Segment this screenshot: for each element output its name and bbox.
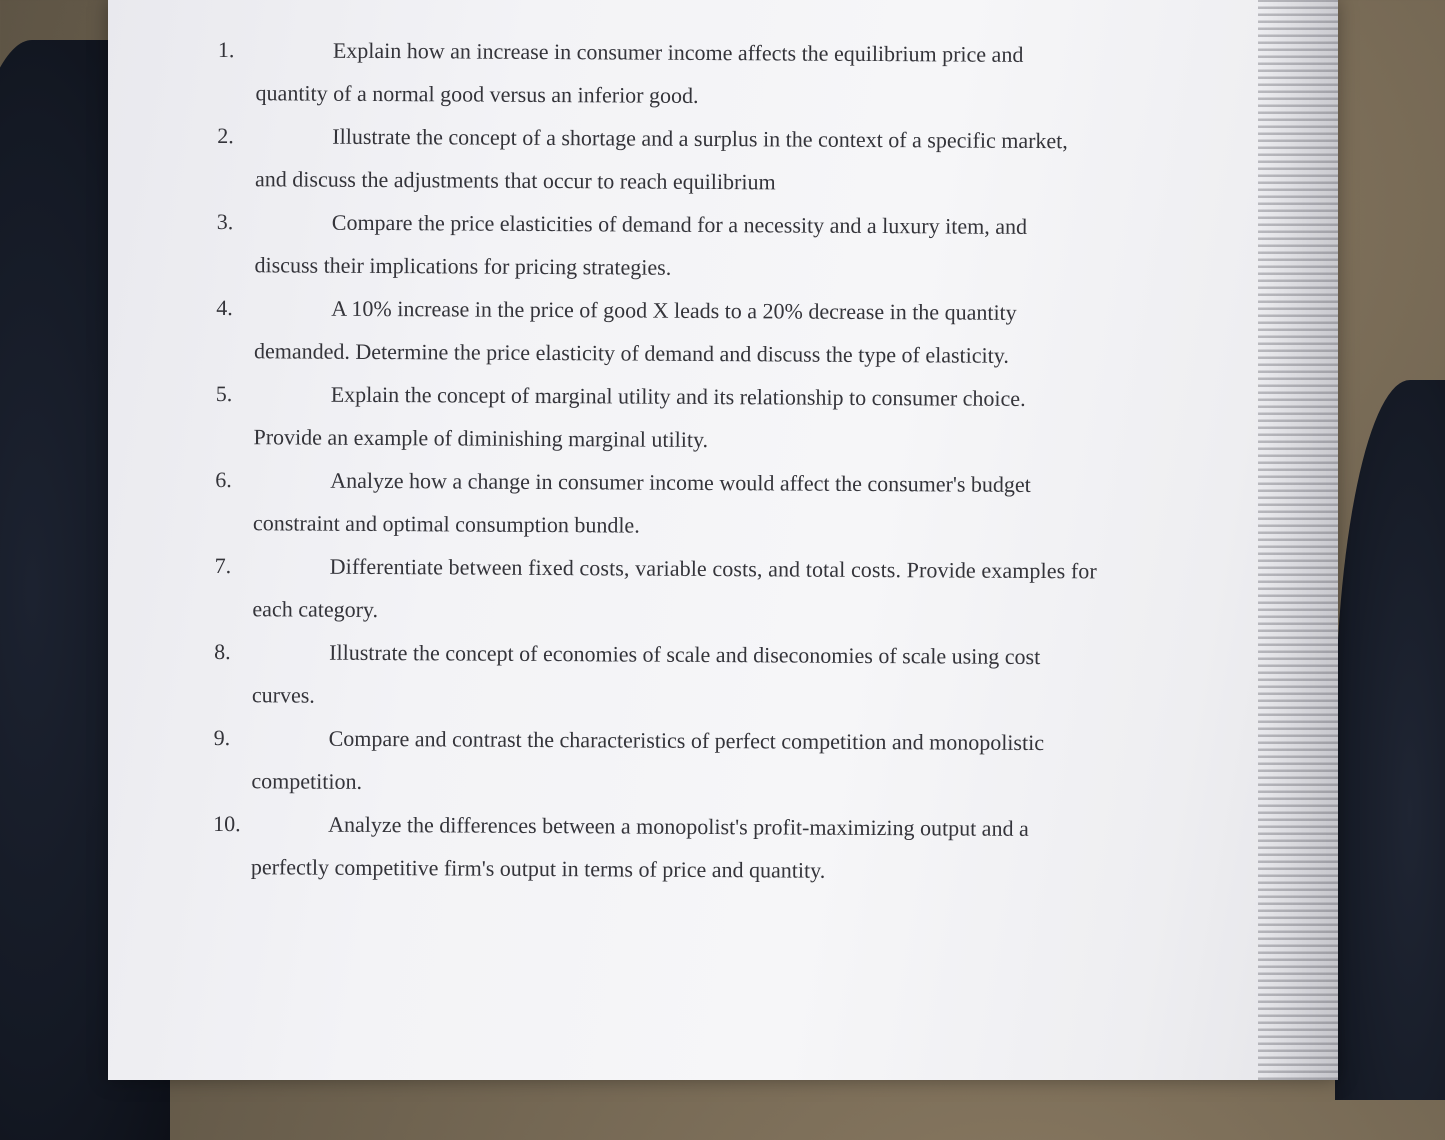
question-text-line2: perfectly competitive firm's output in terms of price and quantity.	[250, 854, 826, 883]
question-text-line1: Explain the concept of marginal utility and its relationship to consumer choice.	[330, 381, 1026, 411]
question-text-line1: Explain how an increase in consumer income affects the equilibrium price and	[332, 37, 1024, 67]
question-number: 8.	[214, 638, 231, 665]
question-text-line1: Illustrate the concept of economies of scale and diseconomies of scale using cost	[329, 639, 1041, 670]
question-item	[215, 458, 1196, 550]
question-text-line2: curves.	[251, 682, 315, 708]
question-text-line2: constraint and optimal consumption bundle.	[252, 510, 640, 538]
question-number: 9.	[213, 724, 231, 751]
question-item	[216, 200, 1197, 292]
question-text-line1: A 10% increase in the price of good X leads to a 20% decrease in the quantity	[331, 295, 1017, 325]
question-text-line2: quantity of a normal good versus an inferior good.	[255, 80, 699, 108]
question-text-line1: Differentiate between fixed costs, variable costs, and total costs. Provide examples for	[329, 553, 1097, 584]
question-number: 1.	[217, 36, 235, 63]
question-item	[214, 630, 1195, 722]
question-item	[217, 114, 1198, 206]
question-number: 5.	[215, 380, 233, 407]
question-item	[213, 716, 1194, 808]
background-fabric-right	[1335, 380, 1445, 1100]
question-text-line2: Provide an example of diminishing marginal utility.	[253, 424, 709, 453]
question-item	[217, 28, 1198, 120]
paper-sheet	[108, 0, 1338, 1080]
question-number: 6.	[215, 466, 232, 493]
question-item	[215, 372, 1196, 464]
question-text-line2: demanded. Determine the price elasticity of demand and discuss the type of elasticity.	[253, 338, 1009, 368]
question-text-line1: Analyze how a change in consumer income would affect the consumer's budget	[330, 467, 1031, 497]
question-text-line2: discuss their implications for pricing strategies.	[254, 252, 672, 280]
question-text-line2: and discuss the adjustments that occur to reach equilibrium	[255, 166, 776, 195]
question-item	[214, 544, 1195, 636]
question-text-line1: Compare the price elasticities of demand for a necessity and a luxury item, and	[331, 209, 1028, 239]
question-number: 10.	[213, 810, 241, 837]
question-number: 7.	[214, 552, 232, 579]
question-text-line1: Illustrate the concept of a shortage and a surplus in the context of a specific market,	[332, 123, 1068, 154]
question-text-line1: Analyze the differences between a monopolist's profit-maximizing output and a	[328, 811, 1029, 841]
question-item	[216, 286, 1197, 378]
question-list	[213, 28, 1198, 894]
question-number: 3.	[216, 208, 234, 235]
question-text-line2: competition.	[251, 768, 363, 794]
question-item	[213, 802, 1194, 894]
question-text-line1: Compare and contrast the characteristics of perfect competition and monopolistic	[328, 725, 1045, 756]
paper-shadow-edge	[1258, 0, 1338, 1080]
question-text-line2: each category.	[252, 596, 379, 622]
question-number: 4.	[216, 294, 233, 321]
question-number: 2.	[217, 122, 234, 149]
